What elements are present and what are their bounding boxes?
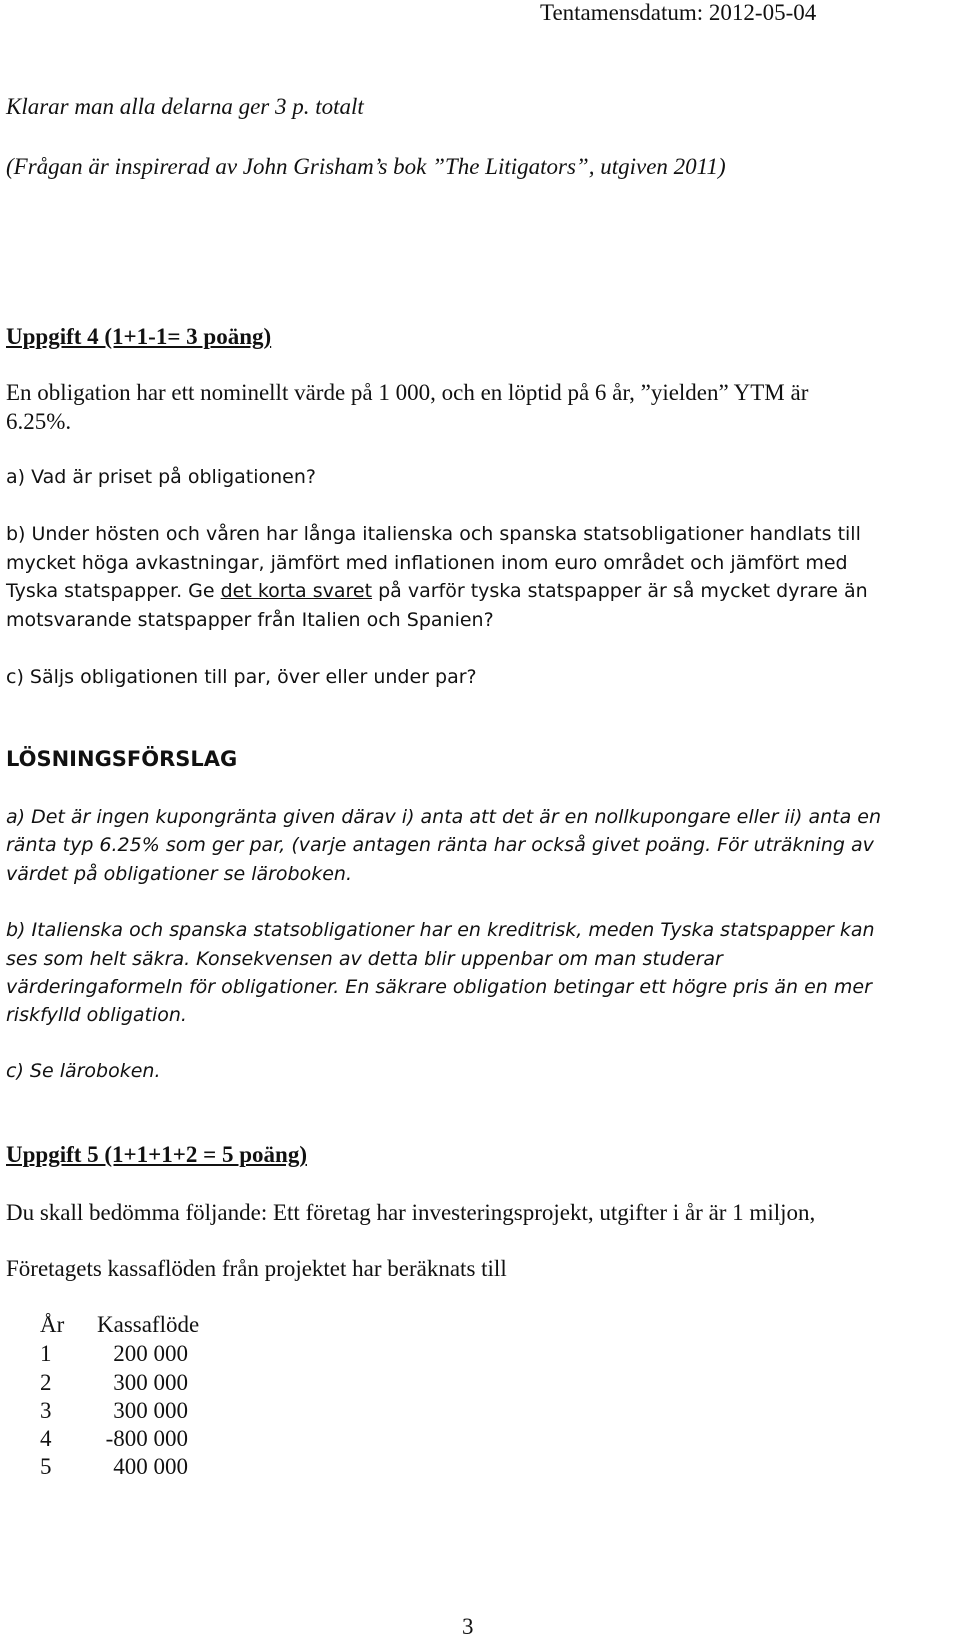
solution-b-line-3: värderingaformeln för obligationer. En säkrare obligation betingar ett högre pris än en mer bbox=[6, 976, 872, 998]
task4-statement-line-2: 6.25%. bbox=[6, 409, 72, 434]
table-row-year: 4 bbox=[40, 1426, 52, 1451]
intro-line-1: Klarar man alla delarna ger 3 p. totalt bbox=[6, 94, 364, 119]
task4-question-b-line-3-post: på varför tyska statspapper är så mycket dyrare än bbox=[372, 580, 868, 602]
table-row-value: -800 000 bbox=[105, 1426, 188, 1451]
task5-title: Uppgift 5 (1+1+1+2 = 5 poäng) bbox=[6, 1142, 307, 1167]
table-header-year: År bbox=[40, 1312, 65, 1337]
task4-question-b-line-4: motsvarande statspapper från Italien och Spanien? bbox=[6, 609, 494, 631]
solution-a-line-2: ränta typ 6.25% som ger par, (varje antagen ränta har också givet poäng. För uträkning av bbox=[6, 834, 874, 856]
task4-question-a: a) Vad är priset på obligationen? bbox=[6, 466, 316, 488]
header-date: Tentamensdatum: 2012-05-04 bbox=[540, 0, 817, 25]
table-row-value: 200 000 bbox=[113, 1341, 188, 1366]
task4-title: Uppgift 4 (1+1-1= 3 poäng) bbox=[6, 324, 272, 349]
task4-question-b-line-3 bbox=[6, 580, 868, 602]
solution-heading: LÖSNINGSFÖRSLAG bbox=[6, 747, 238, 771]
table-row-year: 1 bbox=[40, 1341, 52, 1366]
solution-b-line-1: b) Italienska och spanska statsobligationer har en kreditrisk, meden Tyska statspapper kan bbox=[6, 919, 875, 941]
solution-a-line-3: värdet på obligationer se läroboken. bbox=[6, 863, 353, 885]
table-row-year: 5 bbox=[40, 1454, 52, 1479]
task5-statement: Du skall bedömma följande: Ett företag har investeringsprojekt, utgifter i år är 1 miljon, bbox=[6, 1200, 816, 1225]
cashflow-table bbox=[0, 1312, 260, 1492]
table-row-value: 300 000 bbox=[113, 1398, 188, 1423]
intro-line-2: (Frågan är inspirerad av John Grisham’s bok ”The Litigators”, utgiven 2011) bbox=[6, 154, 726, 179]
task4-question-b-line-3-pre: Tyska statspapper. Ge bbox=[6, 580, 221, 602]
page-number: 3 bbox=[462, 1614, 474, 1639]
task4-question-c: c) Säljs obligationen till par, över eller under par? bbox=[6, 666, 477, 688]
task4-question-b-emphasis: det korta svaret bbox=[220, 580, 373, 602]
solution-a-line-1: a) Det är ingen kupongränta given därav i) anta att det är en nollkupongare eller ii) anta en bbox=[6, 806, 882, 828]
table-header-cashflow: Kassaflöde bbox=[97, 1312, 200, 1337]
task4-question-b-line-2: mycket höga avkastningar, jämfört med inflationen inom euro området och jämfört med bbox=[6, 552, 848, 574]
table-row-value: 400 000 bbox=[113, 1454, 188, 1479]
table-row-year: 3 bbox=[40, 1398, 52, 1423]
table-row-value: 300 000 bbox=[113, 1370, 188, 1395]
solution-b-line-2: ses som helt säkra. Konsekvensen av detta blir uppenbar om man studerar bbox=[6, 948, 723, 970]
task5-cashflow-intro: Företagets kassaflöden från projektet har beräknats till bbox=[6, 1256, 507, 1281]
table-row-year: 2 bbox=[40, 1370, 52, 1395]
task4-question-b-line-1: b) Under hösten och våren har långa italienska och spanska statsobligationer handlats till bbox=[6, 523, 861, 545]
solution-c: c) Se läroboken. bbox=[6, 1060, 161, 1082]
task4-statement-line-1: En obligation har ett nominellt värde på 1 000, och en löptid på 6 år, ”yielden” YTM är bbox=[6, 380, 809, 405]
solution-b-line-4: riskfylld obligation. bbox=[6, 1004, 187, 1026]
